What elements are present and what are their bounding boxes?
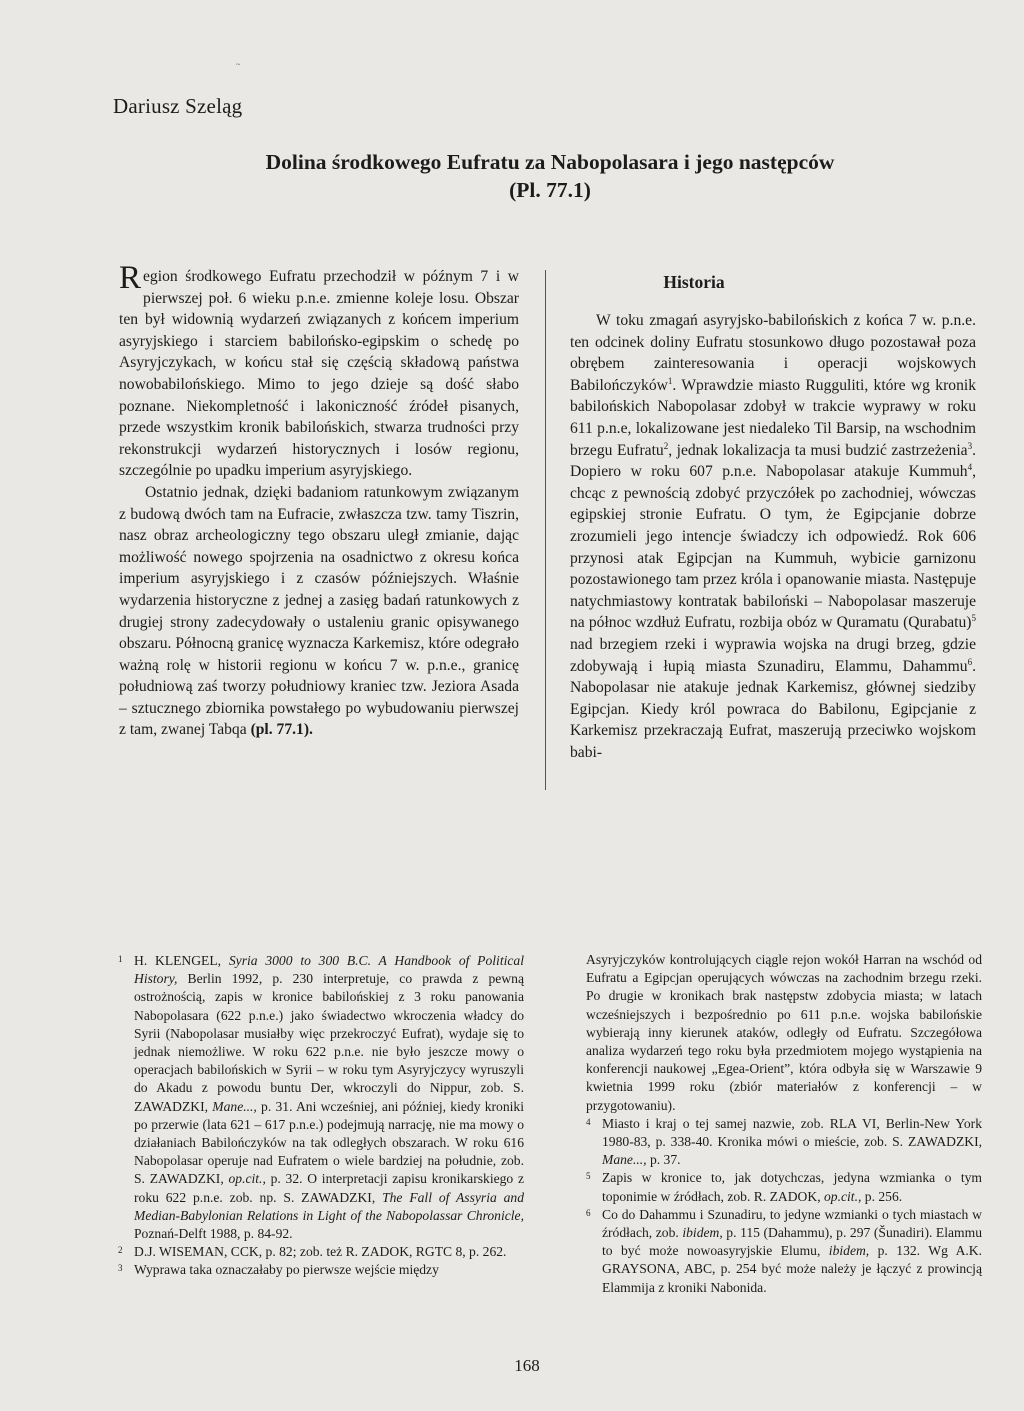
footnote-4 bbox=[586, 1115, 982, 1170]
footnote-number: 2 bbox=[118, 1245, 123, 1256]
footnote-italic: Syria 3000 to 300 B.C. A Handbook of Political History, bbox=[134, 953, 524, 987]
right-column bbox=[570, 310, 976, 763]
plate-reference: (pl. 77.1). bbox=[250, 721, 313, 739]
footnote-number: 5 bbox=[586, 1171, 591, 1182]
left-column bbox=[119, 260, 519, 741]
history-text-5: , chcąc z pewnością zdobyć przyczółek po zachodniej, wówczas egipskiej stronie Eufratu. O tym, że Egipcjanie dobrze zrozumieli jego intencje świadczy ich odpowiedź. Rok 606 przynosi atak Egipcjan na Kummuh, wybicie garnizonu pozostawionego tam przez króla i opanowanie miasta. Następuje natychmiastowy kontratak babiloński – Nabopolasar maszeruje na północ wzdłuż Eufratu, rozbija obóz w Quramatu (Qurabatu) bbox=[570, 463, 976, 632]
title-line-1: Dolina środkowego Eufratu za Nabopolasara i jego następców bbox=[265, 150, 835, 174]
footnote-ref-1: 1 bbox=[667, 375, 673, 386]
footnote-1 bbox=[118, 952, 524, 1243]
footnote-number: 4 bbox=[586, 1116, 591, 1127]
history-text-1: W toku zmagań asyryjsko-babilońskich z końca 7 w. p.n.e. ten odcinek doliny Eufratu stosunkowo długo pozostawał poza obrębem zainteresowania i operacji wojskowych Babilończyków bbox=[570, 312, 976, 394]
footnote-italic: Mane..., bbox=[602, 1152, 647, 1168]
footnote-text: p. 256. bbox=[861, 1188, 903, 1204]
footnote-text: Poznań-Delft 1988, p. 84-92. bbox=[134, 1226, 293, 1242]
footnote-italic: op.cit., bbox=[824, 1188, 862, 1204]
footnote-text: Zapis w kronice to, jak dotychczas, jedyna wzmianka o tym toponimie w źródłach, zob. R. ZADOK, bbox=[602, 1170, 982, 1204]
footnote-ref-4: 4 bbox=[967, 461, 973, 472]
footnote-ref-2: 2 bbox=[663, 440, 669, 451]
footnote-ref-6: 6 bbox=[967, 656, 973, 667]
footnote-italic: op.cit., bbox=[228, 1171, 266, 1187]
footnote-text: D.J. WISEMAN, CCK, p. 82; zob. też R. ZADOK, RGTC 8, p. 262. bbox=[134, 1244, 507, 1260]
section-heading: Historia bbox=[663, 272, 725, 292]
footnotes-left bbox=[118, 952, 524, 1280]
footnote-text: p. 32. O interpretacji zapisu kronikarskiego z roku 622 p.n.e. zob. np. S. ZAWADZKI, bbox=[134, 1171, 524, 1205]
footnote-text: Miasto i kraj o tej samej nazwie, zob. RLA VI, Berlin-New York 1980-83, p. 338-40. Kronika mówi o mieście, zob. S. ZAWADZKI, bbox=[602, 1115, 982, 1150]
footnote-ref-3: 3 bbox=[967, 440, 973, 451]
footnote-italic: ibidem, bbox=[828, 1243, 870, 1259]
article-title bbox=[190, 148, 910, 204]
history-text-6: nad brzegiem rzeki i wyprawia wojska na drugi brzeg, gdzie zdobywają i łupią miasta Szunadiru, Elammu, Dahammu bbox=[570, 635, 976, 675]
drop-cap: R bbox=[119, 260, 142, 296]
footnote-3-continuation: Asyryjczyków kontrolujących ciągle rejon wokół Harran na wschód od Eufratu a Egipcjan operujących wówczas na zachodnim brzegu rzeki. Po drugie w kronikach brak następstw zdobycia miasta; w latach wcześniejszych i bezpośrednio po 611 p.n.e. wojska babilońskie wybierają inny kierunek ataków, odległy od Eufratu. Szczegółowa analiza wydarzeń tego roku była przedmiotem mojego wystąpienia na konferencji naukowej „Egea-Orient”, która odbyła się w Warszawie 9 kwietnia 1999 roku (zbiór materiałów z konferencji – w przygotowaniu). bbox=[586, 952, 982, 1113]
column-divider bbox=[545, 270, 546, 790]
title-line-2: (Pl. 77.1) bbox=[509, 178, 591, 202]
footnote-number: 1 bbox=[118, 954, 123, 964]
footnote-6 bbox=[586, 1206, 982, 1297]
footnote-5 bbox=[586, 1169, 982, 1205]
footnote-text: Berlin 1992, p. 230 interpretuje, co prawda z pewną ostrożnością, zapis w kronice babilońskiej z 3 roku panowania Nabopolasara (622 p.n.e.) jako świadectwo wkroczenia władcy do Syrii (Nabopolasar musiałby więc przekroczyć Eufrat), wydaje się to jednak niemożliwe. W roku 622 p.n.e. nie było jeszcze mowy o operacjach babilońskich w Syrii – w roku tym Asyryjczycy wyruszyli do Akadu z powodu buntu Der, wkroczyli do Nippur, zob. S. ZAWADZKI, bbox=[134, 971, 524, 1114]
author-name: Dariusz Szeląg bbox=[113, 94, 243, 118]
history-paragraph bbox=[570, 310, 976, 763]
footnote-text: H. KLENGEL, bbox=[134, 953, 229, 968]
footnote-number: 3 bbox=[118, 1263, 123, 1274]
footnote-text: Co do Dahammu i Szunadiru, to jedyne wzmianki o tych miastach w źródłach, zob. bbox=[602, 1206, 982, 1241]
history-text-7: . Nabopolasar nie atakuje jednak Karkemisz, głównej siedziby Egipcjan. Kiedy król powraca do Babilonu, Egipcjanie z Karkemisz przekraczają Eufrat, maszerują przeciwko wojskom babi- bbox=[570, 657, 976, 761]
history-text-2: . Wprawdzie miasto Rugguliti, które wg kronik babilońskich Nabopolasar zdobył w trakcie wyprawy w roku 611 p.n.e, lokalizowane jest niedaleko Til Barsip, na wschodnim brzegu Eufratu bbox=[570, 376, 976, 459]
footnote-3 bbox=[118, 1261, 524, 1279]
footnote-text: p. 31. Ani wcześniej, ani później, kiedy kroniki po przerwie (lata 621 – 617 p.n.e.) podejmują narrację, nie ma mowy o działaniach Babilończyków na tak odległych obszarach. W roku 616 Nabopolasar operuje nad Eufratem o wiele bardziej na południe, zob. S. ZAWADZKI, bbox=[134, 1098, 524, 1187]
footnote-2 bbox=[118, 1243, 524, 1261]
scan-mark: ~ bbox=[236, 60, 241, 69]
footnotes-right bbox=[586, 951, 982, 1297]
footnote-text: p. 37. bbox=[646, 1152, 681, 1168]
history-text-4: . Dopiero w roku 607 p.n.e. Nabopolasar atakuje Kummuh bbox=[570, 441, 976, 481]
footnote-text: p. 115 (Dahammu), p. 297 (Šunadiri). Elammu to być może nowoasyryjskie Elumu, bbox=[602, 1225, 982, 1259]
footnote-italic: Mane..., bbox=[212, 1098, 257, 1114]
footnote-text: Wyprawa taka oznaczałaby po pierwsze wejście między bbox=[134, 1262, 439, 1278]
intro-text: egion środkowego Eufratu przechodził w późnym 7 i w pierwszej poł. 6 wieku p.n.e. zmienne koleje losu. Obszar ten był widownią wydarzeń związanych z końcem imperium asyryjskiego i starciem babilońsko-egipskim o schedę po Asyryjczykach, w końcu stał się częścią składową państwa nowobabilońskiego. Mimo to jego dzieje są dość słabo poznane. Niekompletność i lakoniczność źródeł pisanych, przede wszystkim kronik babilońskich, stwarza trudności przy rekonstrukcji wydarzeń historycznych i losów regionu, szczególnie po upadku imperium asyryjskiego. bbox=[119, 268, 519, 480]
footnote-italic: ibidem, bbox=[682, 1225, 723, 1241]
footnote-text: p. 132. Wg A.K. GRAYSONA, ABC, p. 254 być może należy je łączyć z prowincją Elammija z kroniki Nabonida. bbox=[602, 1243, 982, 1295]
footnote-ref-5: 5 bbox=[971, 613, 976, 624]
page-number: 168 bbox=[514, 1356, 540, 1375]
history-text-3: , jednak lokalizacja ta musi budzić zastrzeżenia bbox=[668, 441, 968, 459]
footnote-number: 6 bbox=[586, 1207, 591, 1218]
intro-paragraph bbox=[119, 260, 519, 482]
footnote-italic: The Fall of Assyria and Median-Babylonian Relations in Light of the Nabopolassar Chronicle, bbox=[134, 1189, 525, 1223]
second-text: Ostatnio jednak, dzięki badaniom ratunkowym związanym z budową dwóch tam na Eufracie, zwłaszcza tzw. tamy Tiszrin, nasz obraz archeologiczny tego obszaru uległ zmianie, dając możliwość nowego spojrzenia na osadnictwo z okresu końca imperium asyryjskiego i z czasów późniejszych. Właśnie wydarzenia historyczne z jednej a zasięg badań ratunkowych z drugiej strony zadecydowały o ustaleniu granic opisywanego obszaru. Północną granicę wyznacza Karkemisz, które odegrało ważną rolę w historii regionu w końcu 7 w. p.n.e., granicę południową zaś tworzy południowy kraniec tzw. Jeziora Asada – sztucznego zbiornika powstałego po wybudowaniu pierwszej z tam, zwanej Tabqa bbox=[119, 483, 519, 739]
second-paragraph bbox=[119, 482, 519, 741]
